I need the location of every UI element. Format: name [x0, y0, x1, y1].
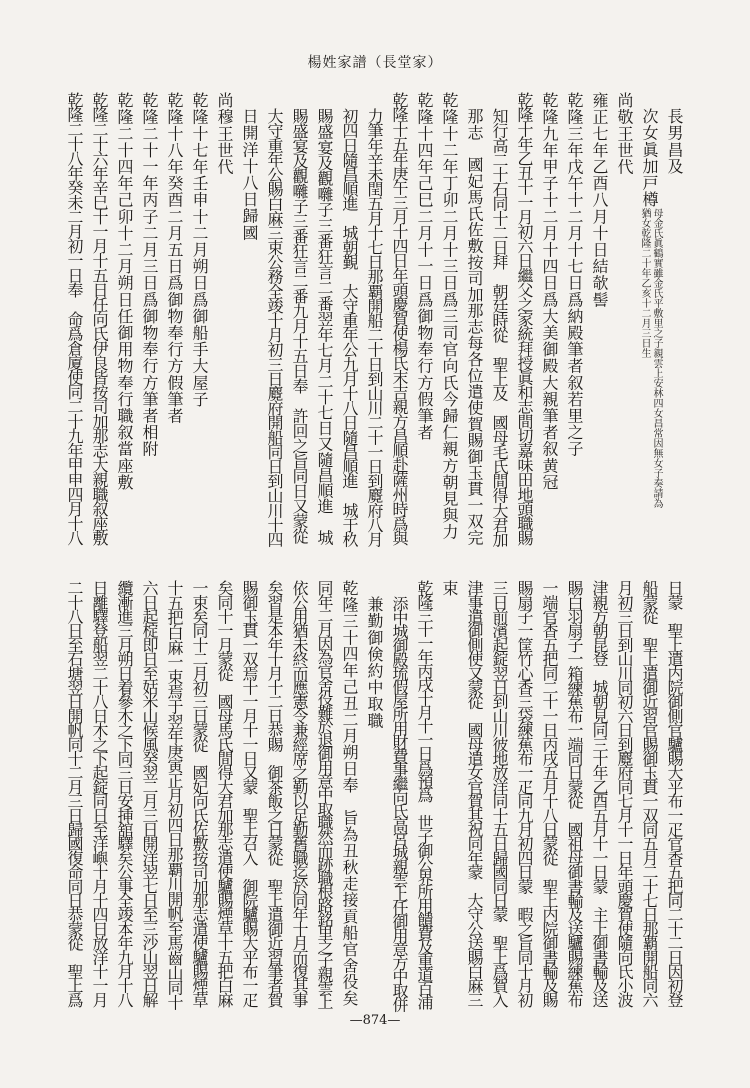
- column-text: 乾隆十二年丁卯二月十三日爲三司官向氏今歸仁親方朝見與力: [440, 92, 459, 541]
- text-column: [637, 580, 662, 1006]
- text-column: [87, 92, 112, 545]
- column-text: 乾隆二十六年辛巳十一月十五日任向氏伊良皆按司加那志大親職叙座敷: [90, 92, 109, 545]
- text-column: [262, 92, 287, 546]
- column-text: 雍正七年乙酉八月十日結欹髻: [590, 92, 609, 308]
- page-title: 楊姓家譜（長堂家）: [307, 55, 443, 71]
- text-column: [312, 92, 337, 545]
- text-column: [287, 92, 312, 543]
- column-text: 賜盛宴及觀囃子三番狂言二番翌年七月二十七日又隨昌順進 城: [315, 108, 334, 545]
- text-column: [187, 92, 212, 407]
- text-column: [537, 92, 562, 490]
- column-text: 力筆年辛未閏五月十七日那覇開船二十日到山川二十一日到麑府八月: [365, 108, 384, 547]
- text-column: [362, 580, 387, 729]
- column-text: 乾隆十八年癸酉二月五日爲御物奉行方假筆者: [165, 92, 184, 424]
- text-column: [237, 580, 262, 1006]
- column-text: 日離驛登船翌二十八日木之下起錠同日至洋嶼十月十四日放洋十一月: [90, 580, 109, 1007]
- column-text: 津親方朝昆登 城朝見同三十年乙酉五月十一日蒙 主上御書輸及送: [590, 580, 609, 1007]
- column-text: 月初三日到山川同初六日到麑府同七月十一日年頭慶賀使隨向氏小波: [615, 580, 634, 1007]
- text-column: [212, 92, 237, 175]
- column-text: 乾隆十四年己巳二月十一日爲御物奉行方假筆者: [415, 92, 434, 441]
- text-column: [512, 580, 537, 1006]
- text-column: [662, 92, 687, 174]
- column-text: 二十八日至石塘翌日開帆同十二月三日歸國復命同日恭蒙從 聖上爲: [65, 580, 84, 1007]
- column-text: 同年二月因為官舍役難於退御用意中取職然而跡職根路銘里之子親雲上: [315, 580, 334, 1008]
- text-column: [412, 580, 437, 1008]
- text-column: [612, 580, 637, 1006]
- text-column: [612, 92, 637, 175]
- text-column: [62, 92, 87, 545]
- column-text: 乾隆三年戊午十二月十七日爲納殿筆者叙若里之子: [565, 92, 584, 458]
- column-text: 船蒙從 聖上遣御近習官賜御玉貫一双同五月二十七日那覇開船同六: [640, 580, 659, 1007]
- column-text: 添中城御殿琉假屋所用財費事繼向氏高宮城親雲上任御用意方中取併: [390, 596, 409, 1011]
- text-column: [162, 92, 187, 424]
- column-text: 矣同十一月蒙從 國母馬氏間得大君加那志遣使驢賜煙草十五把白麻: [215, 580, 234, 1007]
- text-column: [587, 580, 612, 1006]
- column-text: 矣習是本年十月十二日恭賜 御茶飯之日蒙從 聖上遣御近習筆者賀: [265, 580, 284, 1007]
- column-text: 纜漸進三月朔日着參木之下同三日安挿舘驛矣公事全竣本年九月十八: [115, 580, 134, 1007]
- column-text: 束: [440, 580, 459, 597]
- text-column: [137, 92, 162, 457]
- column-text: 賜扇子一筐竹心香三袋練蕉布一疋同九月初四日蒙 暇之旨同十月初: [515, 580, 534, 1007]
- column-text: 乾隆三十一年丙戌十月十一日爲預爲 世子御公界所用饋費及重道百浦: [415, 580, 434, 1008]
- column-text: 長男昌及: [665, 108, 684, 175]
- text-column: [487, 92, 512, 546]
- text-column: [162, 580, 187, 1009]
- column-text: 大守重年公賜白麻三束公務全竣十月初三日麑府開船同日到山川十四: [265, 108, 284, 547]
- text-column: [412, 92, 437, 441]
- text-column: [337, 580, 362, 1006]
- column-text: 兼勤御倹約中取職: [365, 596, 384, 729]
- column-text: 十五把白麻一束焉于翌年庚寅正月初四日那覇川開帆至馬齒山同十: [165, 580, 184, 1010]
- text-column: [662, 580, 687, 1006]
- text-column: [262, 580, 287, 1006]
- text-column: [637, 92, 662, 508]
- text-column: [237, 92, 262, 241]
- text-column: [312, 580, 337, 1008]
- text-column: [387, 92, 412, 545]
- text-column: [387, 580, 412, 1010]
- text-column: [437, 92, 462, 540]
- text-column: [512, 92, 537, 545]
- text-column: [137, 580, 162, 1006]
- column-text: 乾隆三十四年己丑二月朔日奉 旨為丑秋走接貢船官舍役矣: [340, 580, 359, 1007]
- upper-text-block: [62, 92, 687, 547]
- text-column: [462, 580, 487, 1006]
- text-column: [462, 92, 487, 545]
- text-column: [187, 580, 212, 1006]
- column-text: 日開洋十八日歸國: [240, 108, 259, 241]
- column-text: 依公用猶未終而應憲令兼經席之勤以足勤舊職迄於同年十月而復其事: [290, 580, 309, 1007]
- column-text: 三日前濱起錠翌日到山川彼地放洋同十五日歸國同日蒙 聖上爲賀入: [490, 580, 509, 1007]
- column-text: 乾隆二十八年癸未二月初一日奉 命爲倉廈使同二十九年甲申四月十八: [65, 92, 84, 545]
- text-column: [337, 92, 362, 546]
- column-text: 津事遣御側使又蒙從 國母遣女官賀其祝同年蒙 大守公送賜白麻三: [465, 580, 484, 1007]
- column-text: 乾隆十七年壬申十二月朔日爲御船手大屋子: [190, 92, 209, 408]
- column-text: 一端官香五把同二十一日丙戌五月十八日蒙從 聖上内院御書輸及賜: [540, 580, 559, 1007]
- column-text: 初四日隨昌順進 城朝覲 大守重年公九月十八日隨昌順進 城于杦: [340, 108, 359, 547]
- column-text: 尚敬王世代: [615, 92, 634, 175]
- column-text: 乾隆十年乙丑十一月初六日繼父之家統拜授眞和志間切嘉味田地頭職賜: [515, 92, 534, 545]
- column-text: 那志 國妃馬氏佐敷按司加那志每各位遣使賀賜御玉貫一双完: [465, 108, 484, 546]
- text-column: [112, 92, 137, 490]
- column-text: 一束矣同十二月初三日蒙從 國妃向氏佐敷按司加那志遣使驢賜煙草: [190, 580, 209, 1007]
- text-column: [562, 580, 587, 1006]
- column-text: 尚穆王世代: [215, 92, 234, 175]
- text-column: [112, 580, 137, 1006]
- column-text: 乾隆二十一年丙子二月三日爲御物奉行方筆者相附: [140, 92, 159, 458]
- text-column: [362, 92, 387, 546]
- lower-text-block: [62, 580, 687, 1010]
- page-number: —874—: [349, 1013, 401, 1028]
- text-column: [87, 580, 112, 1006]
- text-column: [562, 92, 587, 457]
- column-text: 賜盛宴及觀囃子三番狂言二番九月十五日奉 許回之旨同日又蒙從: [290, 108, 309, 543]
- column-text: 六日起椗即日至姑米山候風癸翌二月三日開洋翌七日至三沙山翌日解: [140, 580, 159, 1007]
- text-column: [537, 580, 562, 1006]
- column-text: 日蒙 聖上遣内院御側官驢賜大平布一疋官香五把同二十二日因初登: [665, 580, 684, 1007]
- text-column: [487, 580, 512, 1006]
- text-column: [287, 580, 312, 1006]
- column-text: 賜御玉貫一双焉十一月十一日又蒙 聖上召入 御院驢賜大平布一疋: [240, 580, 259, 1007]
- text-column: [212, 580, 237, 1006]
- column-text: 次女眞加戸樽: [640, 108, 659, 208]
- text-column: [62, 580, 87, 1006]
- column-text: 乾隆九年甲子十二月十四日爲大美御殿大親筆者叙黄冠: [540, 92, 559, 491]
- text-column: [587, 92, 612, 308]
- column-note: 母金氏眞鶴實雖金氏平敷里之子親雲上安林四女昌常因無女子奏請為猶女乾隆二十年乙亥十二月三日生: [639, 207, 662, 508]
- text-column: [437, 580, 462, 597]
- column-text: 乾隆二十四年己卯十二月朔日任御用物奉行職叙當座敷: [115, 92, 134, 491]
- column-text: 乾隆十五年庚午三月十四日年頭慶賀使楊氏末吉親方昌順赴薩州時爲與: [390, 92, 409, 545]
- column-text: 賜白羽扇子一箱練蕉布一端同日蒙從 國祖母御書輸及送驢賜練蕉布: [565, 580, 584, 1007]
- column-text: 知行高二十石同十二日拜 朝廷時從 聖上及 國母毛氏間得大君加: [490, 108, 509, 547]
